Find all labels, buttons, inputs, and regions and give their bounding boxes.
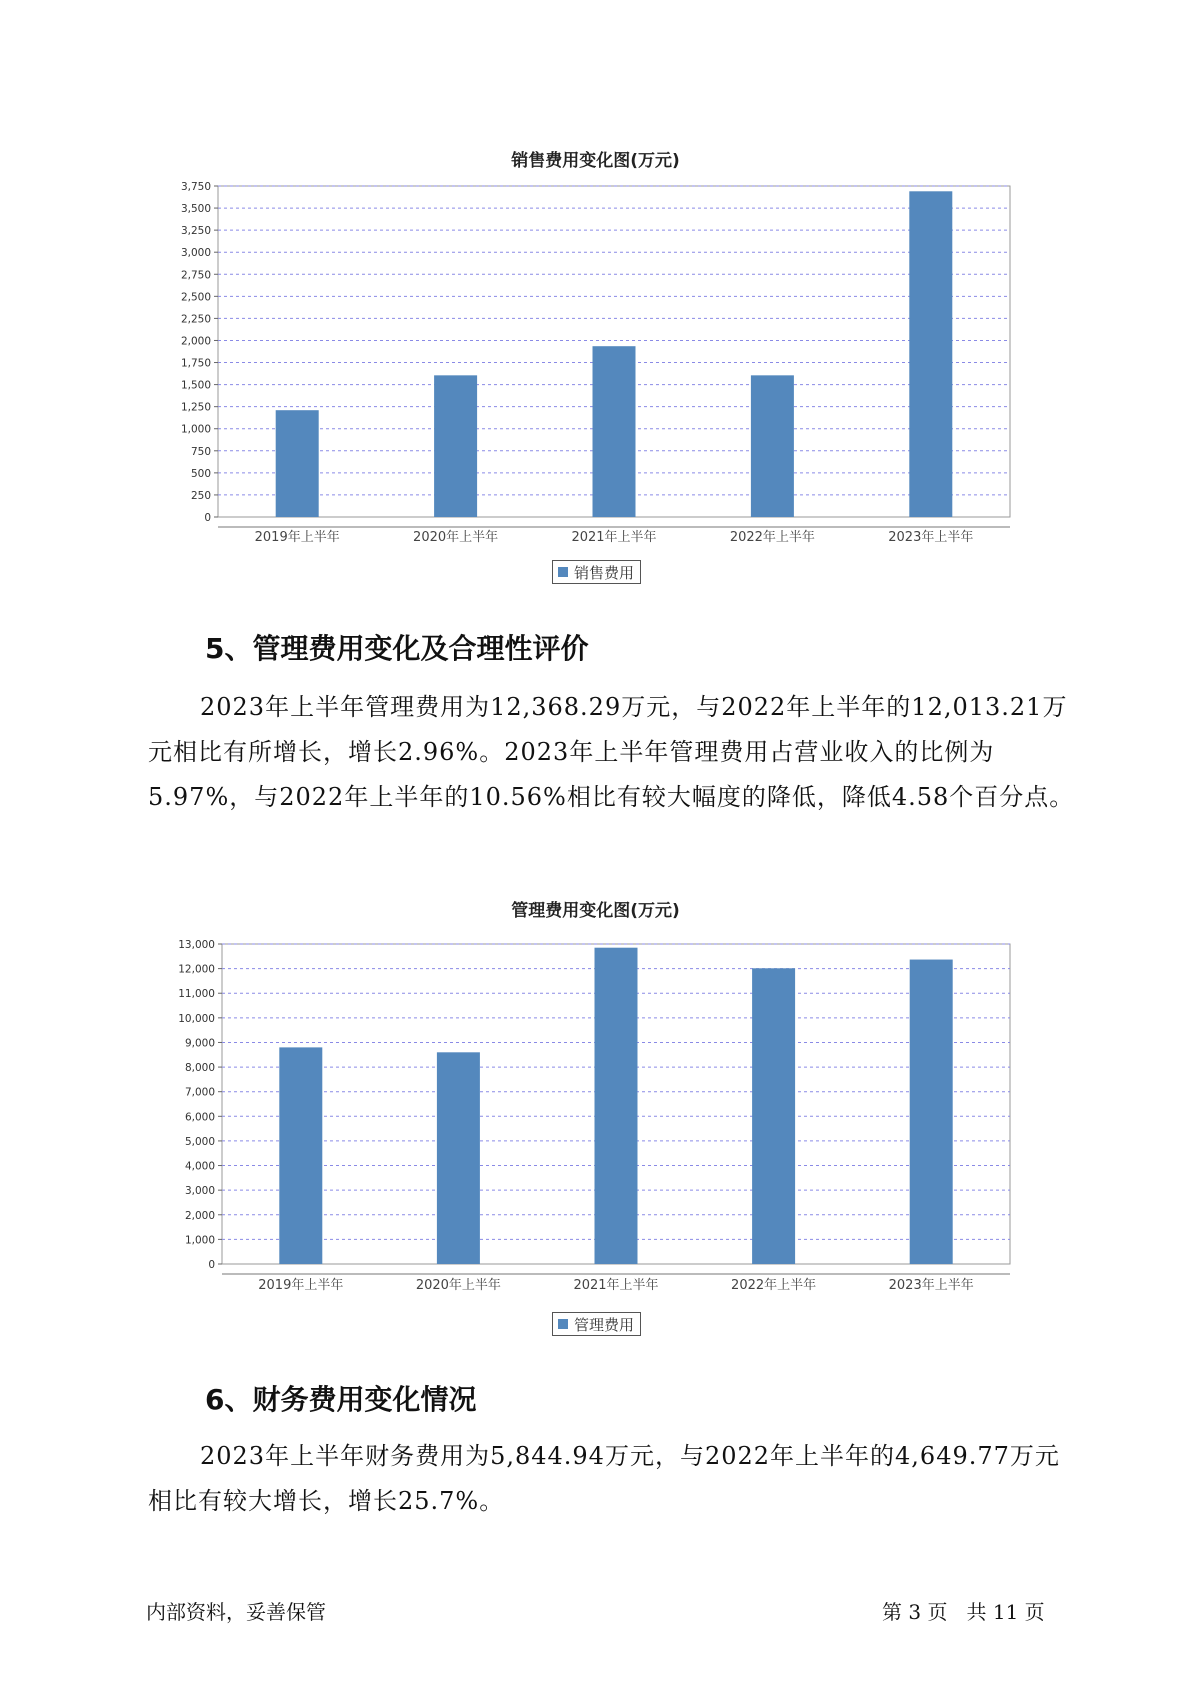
section6-paragraph: 2023年上半年财务费用为5,844.94万元，与2022年上半年的4,649.77万元相比有较大增长，增长25.7%。 (148, 1442, 1060, 1515)
bar (595, 948, 638, 1264)
footer-left: 内部资料，妥善保管 (146, 1600, 326, 1624)
bar (910, 960, 953, 1264)
legend-swatch (558, 1319, 568, 1329)
legend-label: 销售费用 (574, 563, 635, 582)
bar (437, 1052, 480, 1264)
section5-paragraph: 2023年上半年管理费用为12,368.29万元，与2022年上半年的12,013.21万元相比有所增长，增长2.96%。2023年上半年管理费用占营业收入的比例为5.97%，与2022年上半年的10.56%相比有较大幅度的降低，降低4.58个百分点。 (148, 693, 1075, 811)
y-tick-label: 250 (190, 489, 211, 502)
chart-title-admin: 管理费用变化图(万元) (511, 901, 680, 921)
x-tick-label: 2019年上半年 (258, 1278, 344, 1293)
y-tick-label: 10,000 (178, 1012, 215, 1025)
y-tick-label: 2,750 (180, 269, 211, 282)
bar (752, 968, 795, 1264)
y-tick-label: 2,000 (180, 335, 211, 348)
chart-title-sales: 销售费用变化图(万元) (511, 151, 680, 171)
y-tick-label: 12,000 (178, 963, 215, 976)
y-tick-label: 2,000 (184, 1209, 215, 1222)
y-tick-label: 1,500 (180, 379, 211, 392)
y-tick-label: 13,000 (178, 939, 215, 951)
section6-heading: 6、财务费用变化情况 (205, 1383, 477, 1416)
y-tick-label: 3,500 (180, 203, 211, 216)
y-tick-label: 2,500 (180, 291, 211, 304)
y-tick-label: 1,000 (180, 423, 211, 436)
section5-heading: 5、管理费用变化及合理性评价 (205, 632, 589, 665)
legend-label: 管理费用 (574, 1315, 635, 1334)
x-tick-label: 2022年上半年 (731, 1278, 817, 1293)
y-tick-label: 3,750 (180, 181, 211, 193)
chart-legend-admin (552, 1312, 641, 1336)
x-tick-label: 2020年上半年 (413, 530, 499, 545)
y-tick-label: 500 (190, 467, 211, 480)
y-tick-label: 3,000 (184, 1185, 215, 1198)
y-tick-label: 7,000 (184, 1086, 215, 1099)
y-tick-label: 1,000 (184, 1234, 215, 1247)
bar (279, 1047, 322, 1264)
footer-page-number: 第 3 页 共 11 页 (882, 1600, 1045, 1624)
x-tick-label: 2020年上半年 (415, 1278, 501, 1293)
y-tick-label: 1,750 (180, 357, 211, 370)
y-tick-label: 4,000 (184, 1160, 215, 1173)
y-tick-label: 5,000 (184, 1135, 215, 1148)
x-tick-label: 2021年上半年 (571, 530, 657, 545)
y-tick-label: 8,000 (184, 1062, 215, 1075)
y-tick-label: 11,000 (178, 988, 215, 1001)
y-tick-label: 1,250 (180, 401, 211, 414)
y-tick-label: 750 (190, 445, 211, 458)
x-tick-label: 2022年上半年 (729, 530, 815, 545)
y-tick-label: 0 (208, 1259, 215, 1271)
y-tick-label: 3,250 (180, 225, 211, 238)
x-tick-label: 2019年上半年 (254, 530, 340, 545)
y-tick-label: 0 (204, 512, 211, 524)
x-tick-label: 2023年上半年 (888, 1278, 974, 1293)
x-tick-label: 2021年上半年 (573, 1278, 659, 1293)
y-tick-label: 2,250 (180, 313, 211, 326)
y-tick-label: 9,000 (184, 1037, 215, 1050)
y-tick-label: 3,000 (180, 247, 211, 260)
x-tick-label: 2023年上半年 (888, 530, 974, 545)
y-tick-label: 6,000 (184, 1111, 215, 1124)
